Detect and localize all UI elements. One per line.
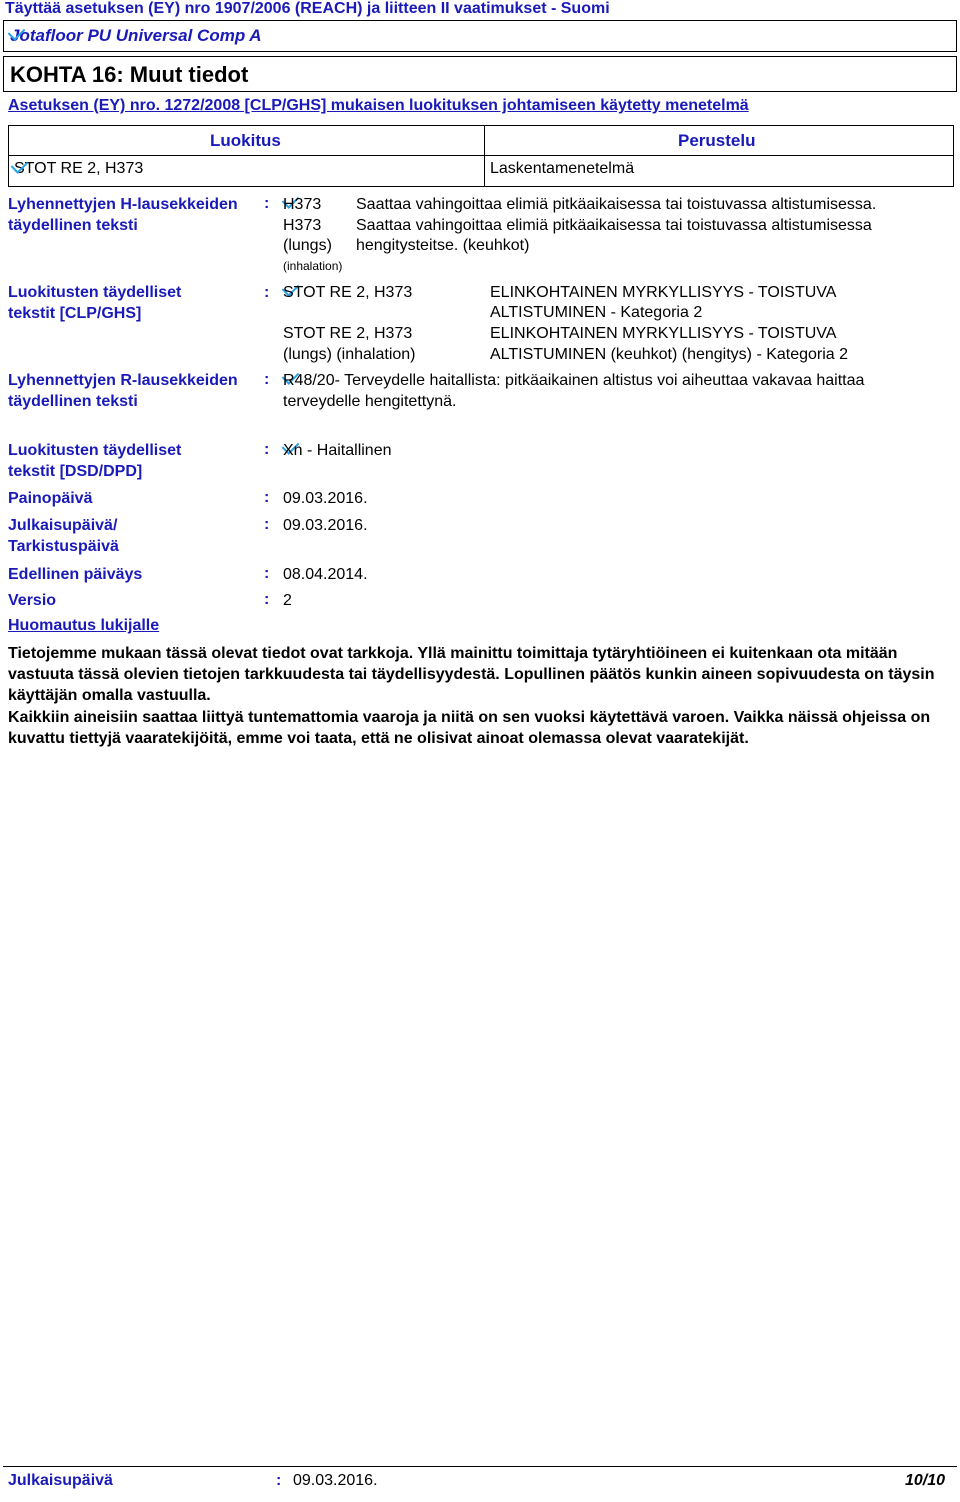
notice-paragraph-2: Kaikkiin aineisiin saattaa liittyä tuntemattomia vaaroja ja niitä on sen vuoksi käytettävä varoen. Vaikka näissä ohjeissa on kuvattu tiettyjä vaaratekijöitä, emme voi taata, että ne olisivat ainoat olemassa olevat vaaratekijät. [8, 709, 931, 747]
clp-text-2: ELINKOHTAINEN MYRKYLLISYYS - TOISTUVA [490, 325, 837, 342]
page-number: 10/10 [905, 1472, 946, 1489]
print-date-label: Painopäivä [8, 490, 93, 507]
table-divider-h-left [8, 155, 485, 156]
clp-text-2-cont: ALTISTUMINEN (keuhkot) (hengitys) - Kategoria 2 [490, 346, 849, 363]
dsd-full-label: Luokitusten täydelliset tekstit [DSD/DPD] [8, 442, 182, 480]
classification-table [8, 125, 954, 187]
col-perustelu: Perustelu [678, 131, 756, 150]
clp-code-1: STOT RE 2, H373 [283, 284, 413, 301]
product-name: Jotafloor PU Universal Comp A [10, 26, 262, 45]
r-text: R48/20- Terveydelle haitallista: pitkäaikainen altistus voi aiheuttaa vakavaa haittaa [283, 372, 865, 389]
footer-rule [3, 1466, 957, 1467]
version-value: 2 [283, 592, 292, 609]
classification-method: Laskentamenetelmä [490, 160, 635, 177]
clp-text-1: ELINKOHTAINEN MYRKYLLISYYS - TOISTUVA [490, 284, 837, 301]
footer-date: 09.03.2016. [293, 1472, 378, 1489]
classification-heading: Asetuksen (EY) nro. 1272/2008 [CLP/GHS] mukaisen luokituksen johtamiseen käytetty menetelmä [8, 97, 749, 114]
classification-value: STOT RE 2, H373 [14, 160, 144, 177]
colon: : [264, 441, 270, 458]
issue-date-value: 09.03.2016. [283, 517, 368, 534]
h-code-2-organ: (lungs) [283, 237, 332, 254]
h-text-1: Saattaa vahingoittaa elimiä pitkäaikaisessa tai toistuvassa altistumisessa. [356, 196, 877, 213]
h-text-2-cont: hengitysteitse. (keuhkot) [356, 237, 530, 254]
issue-date-label: Julkaisupäivä/ Tarkistuspäivä [8, 517, 119, 555]
notice-heading: Huomautus lukijalle [8, 617, 160, 634]
colon: : [264, 565, 270, 582]
colon: : [264, 195, 270, 212]
r-statements-label: Lyhennettyjen R-lausekkeiden täydellinen teksti [8, 372, 238, 410]
previous-date-value: 08.04.2014. [283, 566, 368, 583]
previous-date-label: Edellinen päiväys [8, 566, 143, 583]
print-date-value: 09.03.2016. [283, 490, 368, 507]
r-text-cont: terveydelle hengitettynä. [283, 393, 457, 410]
notice-paragraph-1: Tietojemme mukaan tässä olevat tiedot ovat tarkkoja. Yllä mainittu toimittaja tytäryhtiöineen ei kuitenkaan ota mitään vastuuta tässä olevien tietojen tarkkuudesta tai täydellisyydestä. Lopullinen päätös kunkin aineen sopivuudesta on täysin käyttäjän omalla vastuulla. [8, 645, 935, 704]
col-luokitus: Luokitus [210, 131, 281, 150]
version-label: Versio [8, 592, 57, 609]
section-title-box [3, 56, 957, 92]
product-name-box [3, 20, 957, 52]
section-title: KOHTA 16: Muut tiedot [10, 62, 249, 87]
h-statements-label: Lyhennettyjen H-lausekkeiden täydellinen teksti [8, 196, 238, 234]
h-code-1: H373 [283, 196, 322, 213]
clp-code-2: STOT RE 2, H373 [283, 325, 413, 342]
colon: : [264, 489, 270, 506]
h-code-2: H373 [283, 217, 322, 234]
dsd-text: Xn - Haitallinen [283, 442, 392, 459]
clp-text-1-cont: ALTISTUMINEN - Kategoria 2 [490, 304, 703, 321]
regulation-line: Täyttää asetuksen (EY) nro 1907/2006 (REACH) ja liitteen II vaatimukset - Suomi [5, 0, 610, 17]
colon: : [264, 591, 270, 608]
colon: : [264, 284, 270, 301]
h-text-2: Saattaa vahingoittaa elimiä pitkäaikaisessa tai toistuvassa altistumisessa [356, 217, 872, 234]
clp-code-2-cont: (lungs) (inhalation) [283, 346, 416, 363]
footer-colon: : [276, 1472, 282, 1489]
colon: : [264, 516, 270, 533]
table-divider-h-right [484, 155, 954, 156]
colon: : [264, 371, 270, 388]
h-code-2-route: (inhalation) [283, 259, 343, 273]
footer-label: Julkaisupäivä [8, 1472, 113, 1489]
table-divider [484, 125, 485, 187]
clp-full-label: Luokitusten täydelliset tekstit [CLP/GHS] [8, 284, 182, 322]
